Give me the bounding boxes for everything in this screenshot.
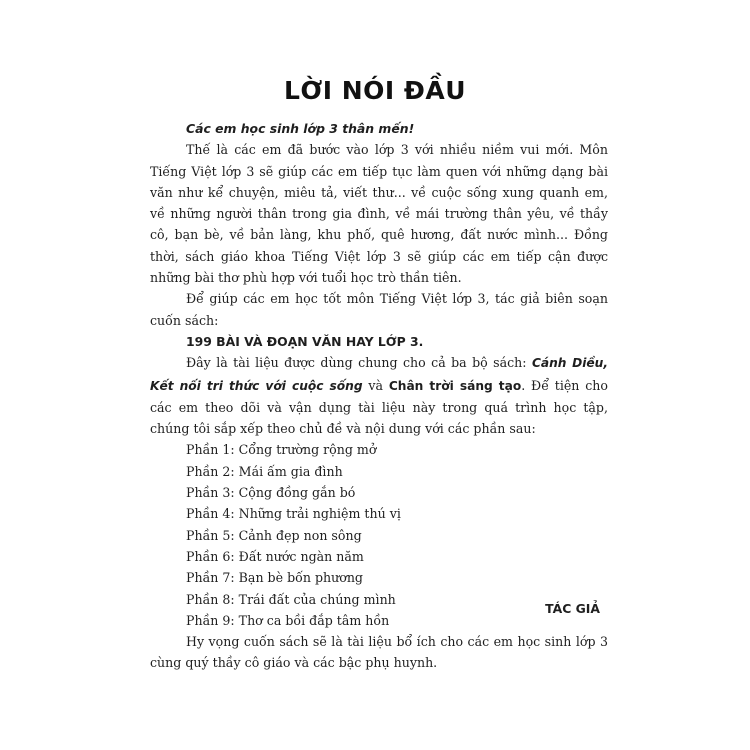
parts-list bbox=[150, 439, 608, 631]
purpose-paragraph: Để giúp các em học tốt môn Tiếng Việt lớp 3, tác giả biên soạn cuốn sách: bbox=[150, 291, 608, 328]
series-name-2: Chân trời sáng tạo bbox=[388, 378, 522, 393]
intro-paragraph: Thế là các em đã bước vào lớp 3 với nhiều niềm vui mới. Môn Tiếng Việt lớp 3 sẽ giúp các em tiếp tục làm quen với những dạng bài văn như kể chuyện, miêu tả, viết thư... về cuộc sống xung quanh em, về những người thân trong gia đình, về mái trường thân yêu, về thầy cô, bạn bè, về bản làng, khu phố, quê hương, đất nước mình... Đồng thời, sách giáo khoa Tiếng Việt lớp 3 sẽ giúp các em tiếp cận được những bài thơ phù hợp với tuổi học trò thần tiên. bbox=[150, 142, 608, 286]
usage-paragraph bbox=[150, 352, 608, 439]
list-item: Phần 3: Cộng đồng gắn bó bbox=[186, 485, 356, 501]
list-item: Phần 4: Những trải nghiệm thú vị bbox=[186, 506, 401, 522]
list-item: Phần 8: Trái đất của chúng mình bbox=[186, 591, 396, 607]
list-item: Phần 1: Cổng trường rộng mở bbox=[186, 442, 377, 458]
usage-tail: . Để tiện cho các em theo dõi và vận dụng tài liệu này trong quá trình học tập, chúng tôi sắp xếp theo chủ đề và nội dung với các phần sau: bbox=[150, 377, 608, 437]
series-name-1: Cánh Diều, Kết nối tri thức với cuộc sống bbox=[150, 356, 608, 393]
list-item: Phần 7: Bạn bè bốn phương bbox=[186, 570, 363, 586]
page-title: LỜI NÓI ĐẦU bbox=[283, 76, 467, 105]
usage-joiner: và bbox=[362, 377, 389, 393]
greeting: Các em học sinh lớp 3 thân mến! bbox=[186, 121, 415, 136]
usage-lead: Đây là tài liệu được dùng chung cho cả ba bộ sách: bbox=[186, 355, 532, 371]
list-item: Phần 9: Thơ ca bồi đắp tâm hồn bbox=[186, 612, 390, 628]
book-title: 199 BÀI VÀ ĐOẠN VĂN HAY LỚP 3. bbox=[186, 333, 424, 349]
list-item: Phần 5: Cảnh đẹp non sông bbox=[186, 527, 362, 543]
preface-body bbox=[150, 118, 608, 674]
author-signature: TÁC GIẢ bbox=[545, 601, 600, 616]
list-item: Phần 2: Mái ấm gia đình bbox=[186, 463, 343, 479]
closing-paragraph: Hy vọng cuốn sách sẽ là tài liệu bổ ích cho các em học sinh lớp 3 cùng quý thầy cô giáo và các bậc phụ huynh. bbox=[150, 634, 608, 671]
list-item: Phần 6: Đất nước ngàn năm bbox=[186, 548, 364, 564]
